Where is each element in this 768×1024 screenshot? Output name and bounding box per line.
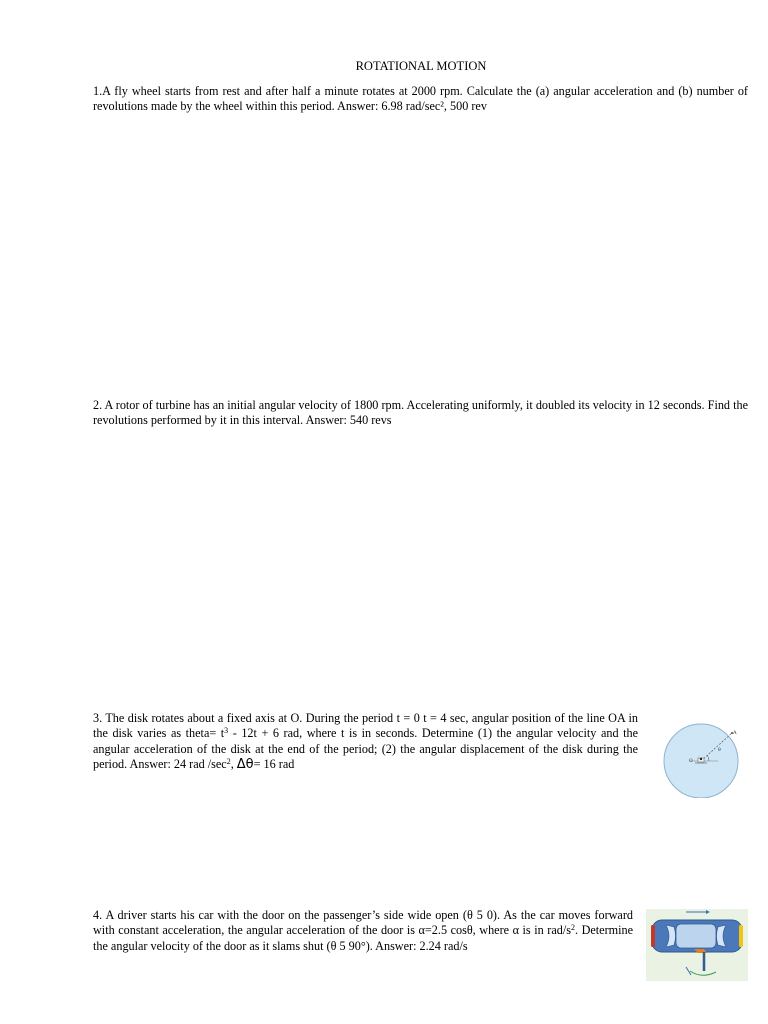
car-roof bbox=[676, 924, 716, 948]
problem-4 bbox=[93, 908, 633, 954]
disk-diagram bbox=[660, 722, 742, 798]
problem-3-text-c: , bbox=[230, 756, 237, 771]
problem-4-text-b: . Determine the angular velocity of the door as it slams shut (θ 5 90°). Answer: 2.24 rad/s bbox=[93, 923, 634, 953]
label-a: A bbox=[733, 730, 737, 736]
pivot-o bbox=[700, 758, 702, 760]
label-o: O bbox=[689, 759, 693, 764]
label-theta: θ bbox=[718, 748, 721, 753]
problem-2: 2. A rotor of turbine has an initial angular velocity of 1800 rpm. Accelerating uniformly, it doubled its velocity in 12 seconds. Find the revolutions performed by it in this interval. Answer: 540 revs bbox=[93, 398, 748, 428]
problem-3 bbox=[93, 711, 638, 772]
problem-3-text-b: - 12t + 6 rad, where t is in seconds. Determine (1) the angular velocity and the angular acceleration of the disk at the end of the period; (2) the angular displacement of the disk during the period. Answer: 24 rad /sec bbox=[93, 726, 638, 771]
disk-figure bbox=[660, 722, 742, 798]
exponent-2: 2 bbox=[226, 756, 231, 766]
car-diagram bbox=[646, 909, 748, 981]
problem-4-text-a: 4. A driver starts his car with the door on the passenger’s side wide open (θ 5 0). As the car moves forward with constant acceleration, the angular acceleration of the door is α=2.5 cosθ, where α is in rad/s bbox=[93, 908, 633, 938]
problem-3-text-d: = 16 rad bbox=[253, 756, 295, 771]
delta-theta-symbol: Δθ bbox=[236, 756, 254, 772]
car-front bbox=[739, 925, 743, 947]
exponent-3: 3 bbox=[224, 726, 229, 736]
car-figure bbox=[646, 909, 748, 981]
exponent-2: 2 bbox=[570, 923, 575, 933]
car-tail bbox=[651, 925, 655, 947]
problem-1: 1.A fly wheel starts from rest and after half a minute rotates at 2000 rpm. Calculate the (a) angular acceleration and (b) number of revolutions made by the wheel within this period. Answer: 6.98 rad/sec², 500 rev bbox=[93, 84, 748, 114]
page-title: ROTATIONAL MOTION bbox=[355, 59, 487, 73]
problem-3-text-a: 3. The disk rotates about a fixed axis at O. During the period t = 0 t = 4 sec, angular position of the line OA in the disk varies as theta= t bbox=[93, 711, 638, 741]
